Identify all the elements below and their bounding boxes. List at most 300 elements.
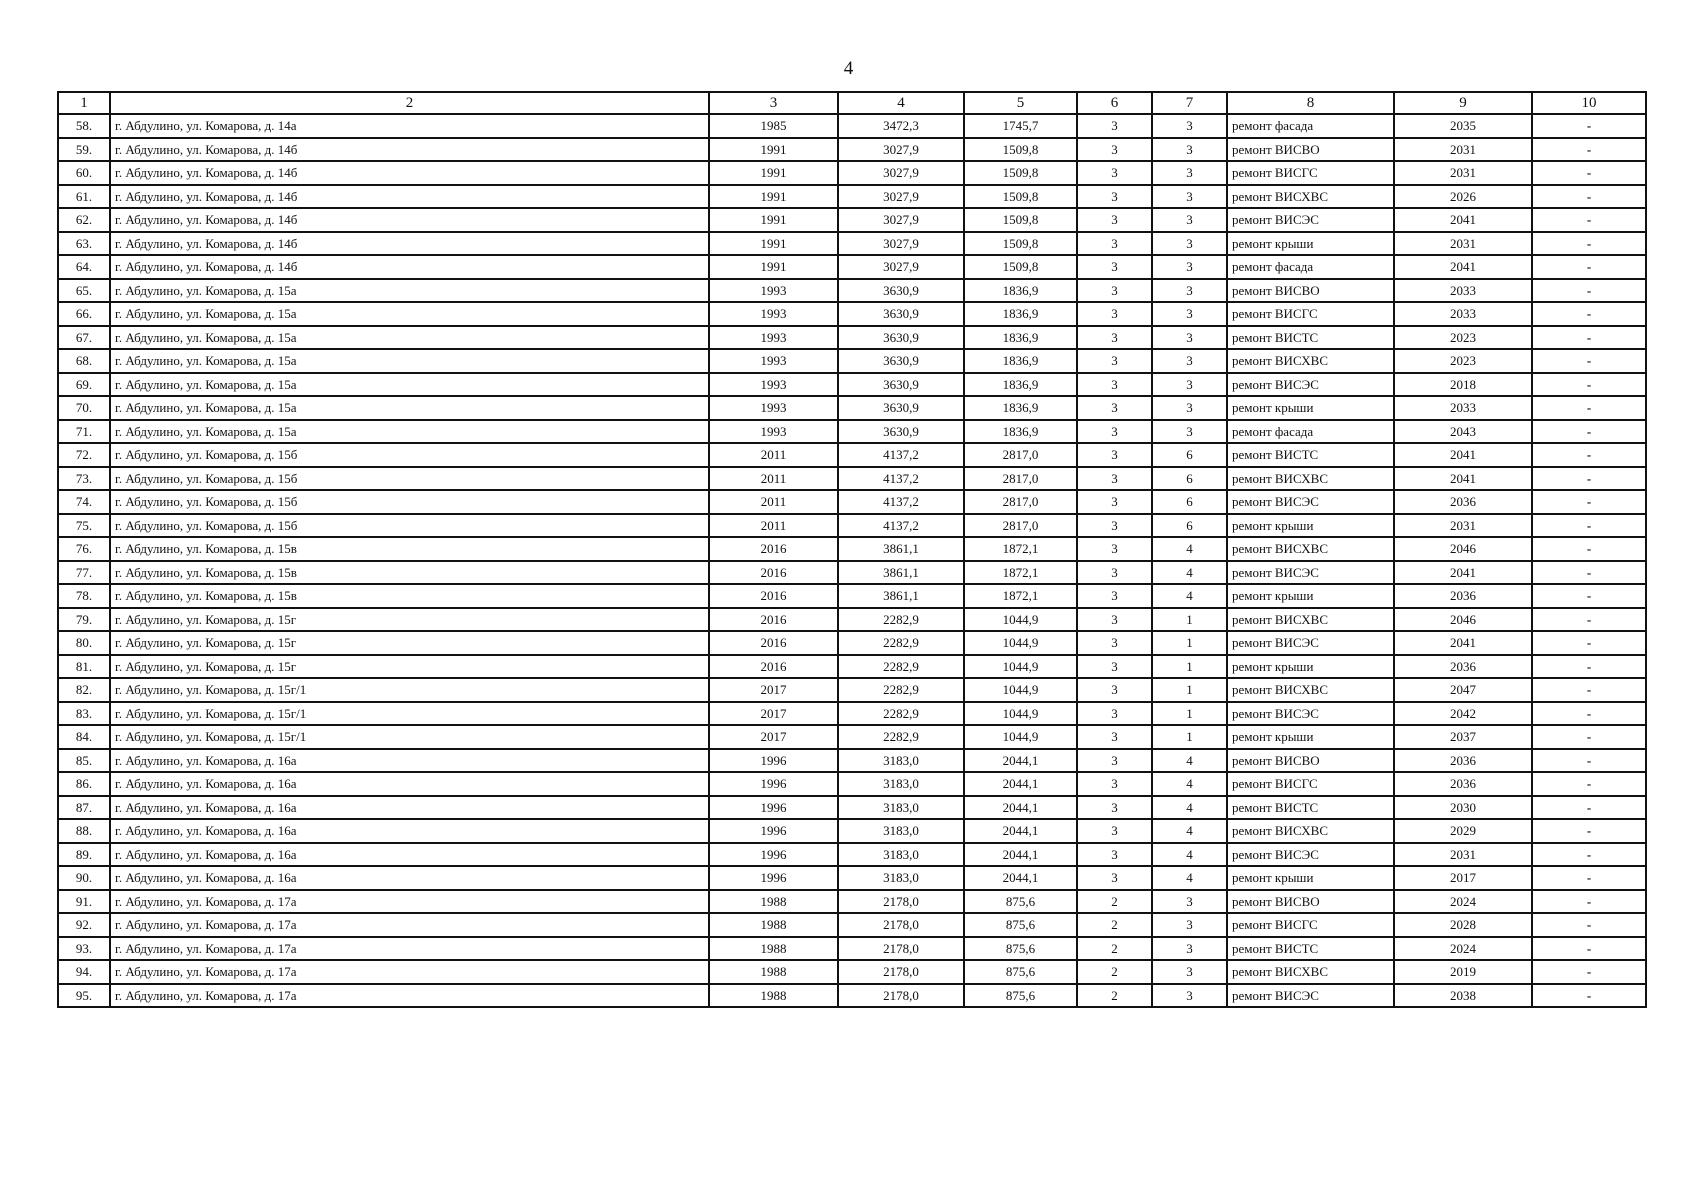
note-cell: - xyxy=(1532,960,1646,984)
planned-year-cell: 2024 xyxy=(1394,890,1532,914)
planned-year-cell: 2036 xyxy=(1394,749,1532,773)
table-row xyxy=(58,796,1646,820)
planned-year-cell: 2035 xyxy=(1394,114,1532,138)
work-type-cell: ремонт ВИСВО xyxy=(1227,749,1394,773)
entrances-cell: 1 xyxy=(1152,702,1227,726)
table-row xyxy=(58,937,1646,961)
planned-year-cell: 2031 xyxy=(1394,514,1532,538)
planned-year-cell: 2033 xyxy=(1394,302,1532,326)
year-cell: 1988 xyxy=(709,984,838,1008)
address-cell: г. Абдулино, ул. Комарова, д. 16а xyxy=(110,843,709,867)
table-row xyxy=(58,443,1646,467)
year-cell: 2011 xyxy=(709,467,838,491)
entrances-cell: 4 xyxy=(1152,749,1227,773)
total-area-cell: 3183,0 xyxy=(838,772,964,796)
work-type-cell: ремонт ВИСЭС xyxy=(1227,984,1394,1008)
row-number-cell: 89. xyxy=(58,843,110,867)
planned-year-cell: 2028 xyxy=(1394,913,1532,937)
living-area-cell: 2817,0 xyxy=(964,443,1077,467)
entrances-cell: 1 xyxy=(1152,655,1227,679)
living-area-cell: 2044,1 xyxy=(964,772,1077,796)
address-cell: г. Абдулино, ул. Комарова, д. 15г xyxy=(110,655,709,679)
planned-year-cell: 2031 xyxy=(1394,138,1532,162)
address-cell: г. Абдулино, ул. Комарова, д. 15а xyxy=(110,302,709,326)
address-cell: г. Абдулино, ул. Комарова, д. 15а xyxy=(110,420,709,444)
work-type-cell: ремонт ВИСЭС xyxy=(1227,702,1394,726)
note-cell: - xyxy=(1532,302,1646,326)
address-cell: г. Абдулино, ул. Комарова, д. 17а xyxy=(110,913,709,937)
work-type-cell: ремонт ВИСХВС xyxy=(1227,349,1394,373)
work-type-cell: ремонт ВИСЭС xyxy=(1227,373,1394,397)
year-cell: 1988 xyxy=(709,913,838,937)
total-area-cell: 3183,0 xyxy=(838,749,964,773)
entrances-cell: 3 xyxy=(1152,279,1227,303)
row-number-cell: 84. xyxy=(58,725,110,749)
year-cell: 1996 xyxy=(709,796,838,820)
living-area-cell: 2044,1 xyxy=(964,749,1077,773)
entrances-cell: 1 xyxy=(1152,631,1227,655)
note-cell: - xyxy=(1532,678,1646,702)
planned-year-cell: 2033 xyxy=(1394,279,1532,303)
address-cell: г. Абдулино, ул. Комарова, д. 14б xyxy=(110,138,709,162)
entrances-cell: 3 xyxy=(1152,913,1227,937)
address-cell: г. Абдулино, ул. Комарова, д. 15а xyxy=(110,349,709,373)
total-area-cell: 3630,9 xyxy=(838,349,964,373)
floors-cell: 3 xyxy=(1077,420,1152,444)
note-cell: - xyxy=(1532,255,1646,279)
entrances-cell: 3 xyxy=(1152,396,1227,420)
table-row xyxy=(58,255,1646,279)
year-cell: 1993 xyxy=(709,349,838,373)
living-area-cell: 1745,7 xyxy=(964,114,1077,138)
table-row xyxy=(58,913,1646,937)
table-row xyxy=(58,702,1646,726)
planned-year-cell: 2043 xyxy=(1394,420,1532,444)
total-area-cell: 3183,0 xyxy=(838,796,964,820)
living-area-cell: 1872,1 xyxy=(964,537,1077,561)
total-area-cell: 2178,0 xyxy=(838,890,964,914)
living-area-cell: 1836,9 xyxy=(964,302,1077,326)
living-area-cell: 2044,1 xyxy=(964,796,1077,820)
total-area-cell: 3183,0 xyxy=(838,866,964,890)
row-number-cell: 92. xyxy=(58,913,110,937)
row-number-cell: 69. xyxy=(58,373,110,397)
planned-year-cell: 2038 xyxy=(1394,984,1532,1008)
row-number-cell: 71. xyxy=(58,420,110,444)
entrances-cell: 6 xyxy=(1152,490,1227,514)
work-type-cell: ремонт ВИСЭС xyxy=(1227,208,1394,232)
table-row xyxy=(58,232,1646,256)
year-cell: 1993 xyxy=(709,326,838,350)
table-row xyxy=(58,185,1646,209)
work-type-cell: ремонт крыши xyxy=(1227,232,1394,256)
year-cell: 2017 xyxy=(709,725,838,749)
planned-year-cell: 2041 xyxy=(1394,443,1532,467)
note-cell: - xyxy=(1532,326,1646,350)
living-area-cell: 2817,0 xyxy=(964,514,1077,538)
address-cell: г. Абдулино, ул. Комарова, д. 15б xyxy=(110,467,709,491)
year-cell: 2011 xyxy=(709,490,838,514)
floors-cell: 3 xyxy=(1077,349,1152,373)
living-area-cell: 2817,0 xyxy=(964,490,1077,514)
living-area-cell: 1836,9 xyxy=(964,279,1077,303)
entrances-cell: 4 xyxy=(1152,772,1227,796)
living-area-cell: 1044,9 xyxy=(964,702,1077,726)
table-row xyxy=(58,396,1646,420)
entrances-cell: 6 xyxy=(1152,514,1227,538)
year-cell: 1996 xyxy=(709,749,838,773)
table-row xyxy=(58,514,1646,538)
floors-cell: 3 xyxy=(1077,584,1152,608)
column-header-3: 3 xyxy=(709,92,838,114)
entrances-cell: 3 xyxy=(1152,208,1227,232)
floors-cell: 3 xyxy=(1077,208,1152,232)
floors-cell: 3 xyxy=(1077,443,1152,467)
note-cell: - xyxy=(1532,890,1646,914)
entrances-cell: 3 xyxy=(1152,890,1227,914)
note-cell: - xyxy=(1532,373,1646,397)
work-type-cell: ремонт крыши xyxy=(1227,866,1394,890)
year-cell: 1991 xyxy=(709,232,838,256)
address-cell: г. Абдулино, ул. Комарова, д. 15г/1 xyxy=(110,702,709,726)
planned-year-cell: 2033 xyxy=(1394,396,1532,420)
housing-repair-table xyxy=(57,91,1647,1008)
entrances-cell: 3 xyxy=(1152,302,1227,326)
address-cell: г. Абдулино, ул. Комарова, д. 14б xyxy=(110,208,709,232)
living-area-cell: 1836,9 xyxy=(964,420,1077,444)
floors-cell: 3 xyxy=(1077,161,1152,185)
planned-year-cell: 2036 xyxy=(1394,490,1532,514)
entrances-cell: 3 xyxy=(1152,161,1227,185)
row-number-cell: 87. xyxy=(58,796,110,820)
year-cell: 1993 xyxy=(709,302,838,326)
header-row xyxy=(58,92,1646,114)
note-cell: - xyxy=(1532,490,1646,514)
table-row xyxy=(58,138,1646,162)
address-cell: г. Абдулино, ул. Комарова, д. 15б xyxy=(110,514,709,538)
floors-cell: 3 xyxy=(1077,514,1152,538)
floors-cell: 3 xyxy=(1077,185,1152,209)
year-cell: 1993 xyxy=(709,373,838,397)
floors-cell: 3 xyxy=(1077,255,1152,279)
table-row xyxy=(58,749,1646,773)
planned-year-cell: 2041 xyxy=(1394,467,1532,491)
table-row xyxy=(58,890,1646,914)
planned-year-cell: 2018 xyxy=(1394,373,1532,397)
total-area-cell: 3027,9 xyxy=(838,138,964,162)
floors-cell: 3 xyxy=(1077,138,1152,162)
table-row xyxy=(58,984,1646,1008)
row-number-cell: 83. xyxy=(58,702,110,726)
entrances-cell: 4 xyxy=(1152,866,1227,890)
note-cell: - xyxy=(1532,232,1646,256)
living-area-cell: 1836,9 xyxy=(964,396,1077,420)
total-area-cell: 2178,0 xyxy=(838,984,964,1008)
work-type-cell: ремонт ВИСГС xyxy=(1227,161,1394,185)
entrances-cell: 6 xyxy=(1152,443,1227,467)
planned-year-cell: 2041 xyxy=(1394,561,1532,585)
work-type-cell: ремонт ВИСВО xyxy=(1227,279,1394,303)
row-number-cell: 66. xyxy=(58,302,110,326)
planned-year-cell: 2031 xyxy=(1394,161,1532,185)
note-cell: - xyxy=(1532,161,1646,185)
work-type-cell: ремонт фасада xyxy=(1227,255,1394,279)
row-number-cell: 86. xyxy=(58,772,110,796)
entrances-cell: 3 xyxy=(1152,960,1227,984)
address-cell: г. Абдулино, ул. Комарова, д. 15а xyxy=(110,326,709,350)
floors-cell: 3 xyxy=(1077,561,1152,585)
year-cell: 1993 xyxy=(709,420,838,444)
planned-year-cell: 2036 xyxy=(1394,584,1532,608)
living-area-cell: 875,6 xyxy=(964,890,1077,914)
floors-cell: 3 xyxy=(1077,326,1152,350)
floors-cell: 3 xyxy=(1077,678,1152,702)
note-cell: - xyxy=(1532,420,1646,444)
entrances-cell: 4 xyxy=(1152,819,1227,843)
address-cell: г. Абдулино, ул. Комарова, д. 15г xyxy=(110,608,709,632)
note-cell: - xyxy=(1532,537,1646,561)
floors-cell: 3 xyxy=(1077,396,1152,420)
living-area-cell: 1509,8 xyxy=(964,255,1077,279)
living-area-cell: 1044,9 xyxy=(964,678,1077,702)
work-type-cell: ремонт крыши xyxy=(1227,655,1394,679)
floors-cell: 3 xyxy=(1077,302,1152,326)
column-header-8: 8 xyxy=(1227,92,1394,114)
year-cell: 1996 xyxy=(709,866,838,890)
floors-cell: 3 xyxy=(1077,467,1152,491)
table-row xyxy=(58,467,1646,491)
entrances-cell: 3 xyxy=(1152,326,1227,350)
entrances-cell: 4 xyxy=(1152,537,1227,561)
work-type-cell: ремонт ВИСТС xyxy=(1227,937,1394,961)
living-area-cell: 2817,0 xyxy=(964,467,1077,491)
entrances-cell: 3 xyxy=(1152,185,1227,209)
year-cell: 1996 xyxy=(709,819,838,843)
floors-cell: 3 xyxy=(1077,279,1152,303)
row-number-cell: 76. xyxy=(58,537,110,561)
work-type-cell: ремонт ВИСХВС xyxy=(1227,537,1394,561)
year-cell: 2016 xyxy=(709,561,838,585)
floors-cell: 3 xyxy=(1077,866,1152,890)
planned-year-cell: 2023 xyxy=(1394,349,1532,373)
table-row xyxy=(58,326,1646,350)
address-cell: г. Абдулино, ул. Комарова, д. 15в xyxy=(110,584,709,608)
table-row xyxy=(58,561,1646,585)
row-number-cell: 73. xyxy=(58,467,110,491)
entrances-cell: 4 xyxy=(1152,843,1227,867)
planned-year-cell: 2046 xyxy=(1394,537,1532,561)
total-area-cell: 3630,9 xyxy=(838,396,964,420)
column-header-2: 2 xyxy=(110,92,709,114)
work-type-cell: ремонт ВИСЭС xyxy=(1227,490,1394,514)
entrances-cell: 3 xyxy=(1152,255,1227,279)
entrances-cell: 3 xyxy=(1152,349,1227,373)
table-row xyxy=(58,772,1646,796)
living-area-cell: 1836,9 xyxy=(964,349,1077,373)
floors-cell: 3 xyxy=(1077,232,1152,256)
living-area-cell: 1509,8 xyxy=(964,138,1077,162)
year-cell: 2016 xyxy=(709,584,838,608)
address-cell: г. Абдулино, ул. Комарова, д. 15б xyxy=(110,443,709,467)
column-header-6: 6 xyxy=(1077,92,1152,114)
total-area-cell: 2282,9 xyxy=(838,725,964,749)
row-number-cell: 75. xyxy=(58,514,110,538)
row-number-cell: 61. xyxy=(58,185,110,209)
total-area-cell: 2178,0 xyxy=(838,913,964,937)
work-type-cell: ремонт ВИСТС xyxy=(1227,326,1394,350)
planned-year-cell: 2031 xyxy=(1394,232,1532,256)
living-area-cell: 1044,9 xyxy=(964,608,1077,632)
entrances-cell: 1 xyxy=(1152,678,1227,702)
work-type-cell: ремонт фасада xyxy=(1227,114,1394,138)
address-cell: г. Абдулино, ул. Комарова, д. 16а xyxy=(110,866,709,890)
table-row xyxy=(58,490,1646,514)
floors-cell: 3 xyxy=(1077,373,1152,397)
note-cell: - xyxy=(1532,584,1646,608)
planned-year-cell: 2047 xyxy=(1394,678,1532,702)
address-cell: г. Абдулино, ул. Комарова, д. 15в xyxy=(110,561,709,585)
total-area-cell: 2282,9 xyxy=(838,678,964,702)
living-area-cell: 1044,9 xyxy=(964,631,1077,655)
living-area-cell: 875,6 xyxy=(964,960,1077,984)
entrances-cell: 3 xyxy=(1152,373,1227,397)
table-row xyxy=(58,819,1646,843)
planned-year-cell: 2041 xyxy=(1394,631,1532,655)
work-type-cell: ремонт ВИСХВС xyxy=(1227,960,1394,984)
total-area-cell: 3861,1 xyxy=(838,584,964,608)
row-number-cell: 65. xyxy=(58,279,110,303)
entrances-cell: 3 xyxy=(1152,420,1227,444)
row-number-cell: 90. xyxy=(58,866,110,890)
address-cell: г. Абдулино, ул. Комарова, д. 15а xyxy=(110,279,709,303)
work-type-cell: ремонт крыши xyxy=(1227,584,1394,608)
note-cell: - xyxy=(1532,866,1646,890)
table-row xyxy=(58,302,1646,326)
year-cell: 1996 xyxy=(709,772,838,796)
table-row xyxy=(58,537,1646,561)
note-cell: - xyxy=(1532,349,1646,373)
table-row xyxy=(58,725,1646,749)
note-cell: - xyxy=(1532,138,1646,162)
table-row xyxy=(58,843,1646,867)
work-type-cell: ремонт ВИСГС xyxy=(1227,772,1394,796)
year-cell: 2016 xyxy=(709,631,838,655)
work-type-cell: ремонт ВИСЭС xyxy=(1227,843,1394,867)
work-type-cell: ремонт ВИСХВС xyxy=(1227,678,1394,702)
entrances-cell: 3 xyxy=(1152,984,1227,1008)
note-cell: - xyxy=(1532,796,1646,820)
living-area-cell: 1509,8 xyxy=(964,232,1077,256)
address-cell: г. Абдулино, ул. Комарова, д. 14б xyxy=(110,161,709,185)
planned-year-cell: 2026 xyxy=(1394,185,1532,209)
work-type-cell: ремонт ВИСХВС xyxy=(1227,185,1394,209)
planned-year-cell: 2019 xyxy=(1394,960,1532,984)
note-cell: - xyxy=(1532,467,1646,491)
row-number-cell: 85. xyxy=(58,749,110,773)
floors-cell: 3 xyxy=(1077,819,1152,843)
entrances-cell: 1 xyxy=(1152,608,1227,632)
address-cell: г. Абдулино, ул. Комарова, д. 15г/1 xyxy=(110,725,709,749)
column-header-10: 10 xyxy=(1532,92,1646,114)
row-number-cell: 62. xyxy=(58,208,110,232)
table-row xyxy=(58,208,1646,232)
note-cell: - xyxy=(1532,772,1646,796)
address-cell: г. Абдулино, ул. Комарова, д. 17а xyxy=(110,984,709,1008)
year-cell: 2016 xyxy=(709,655,838,679)
address-cell: г. Абдулино, ул. Комарова, д. 16а xyxy=(110,819,709,843)
floors-cell: 2 xyxy=(1077,937,1152,961)
row-number-cell: 88. xyxy=(58,819,110,843)
living-area-cell: 1872,1 xyxy=(964,584,1077,608)
note-cell: - xyxy=(1532,443,1646,467)
total-area-cell: 2282,9 xyxy=(838,702,964,726)
address-cell: г. Абдулино, ул. Комарова, д. 15в xyxy=(110,537,709,561)
address-cell: г. Абдулино, ул. Комарова, д. 14б xyxy=(110,255,709,279)
work-type-cell: ремонт ВИСХВС xyxy=(1227,608,1394,632)
year-cell: 1993 xyxy=(709,279,838,303)
table-row xyxy=(58,420,1646,444)
note-cell: - xyxy=(1532,843,1646,867)
entrances-cell: 3 xyxy=(1152,114,1227,138)
year-cell: 1993 xyxy=(709,396,838,420)
note-cell: - xyxy=(1532,913,1646,937)
total-area-cell: 2178,0 xyxy=(838,960,964,984)
total-area-cell: 3183,0 xyxy=(838,843,964,867)
row-number-cell: 95. xyxy=(58,984,110,1008)
work-type-cell: ремонт крыши xyxy=(1227,725,1394,749)
note-cell: - xyxy=(1532,561,1646,585)
table-row xyxy=(58,349,1646,373)
work-type-cell: ремонт ВИСВО xyxy=(1227,890,1394,914)
living-area-cell: 875,6 xyxy=(964,984,1077,1008)
living-area-cell: 2044,1 xyxy=(964,866,1077,890)
year-cell: 1996 xyxy=(709,843,838,867)
work-type-cell: ремонт ВИСЭС xyxy=(1227,561,1394,585)
total-area-cell: 3027,9 xyxy=(838,208,964,232)
living-area-cell: 875,6 xyxy=(964,913,1077,937)
floors-cell: 3 xyxy=(1077,796,1152,820)
column-header-9: 9 xyxy=(1394,92,1532,114)
row-number-cell: 67. xyxy=(58,326,110,350)
note-cell: - xyxy=(1532,279,1646,303)
entrances-cell: 4 xyxy=(1152,561,1227,585)
row-number-cell: 68. xyxy=(58,349,110,373)
living-area-cell: 1509,8 xyxy=(964,185,1077,209)
total-area-cell: 4137,2 xyxy=(838,490,964,514)
column-header-7: 7 xyxy=(1152,92,1227,114)
note-cell: - xyxy=(1532,396,1646,420)
year-cell: 1991 xyxy=(709,208,838,232)
total-area-cell: 2282,9 xyxy=(838,608,964,632)
row-number-cell: 60. xyxy=(58,161,110,185)
table-row xyxy=(58,678,1646,702)
entrances-cell: 1 xyxy=(1152,725,1227,749)
work-type-cell: ремонт ВИСХВС xyxy=(1227,467,1394,491)
planned-year-cell: 2036 xyxy=(1394,772,1532,796)
table-row xyxy=(58,114,1646,138)
living-area-cell: 2044,1 xyxy=(964,819,1077,843)
note-cell: - xyxy=(1532,514,1646,538)
total-area-cell: 3861,1 xyxy=(838,561,964,585)
total-area-cell: 2282,9 xyxy=(838,631,964,655)
address-cell: г. Абдулино, ул. Комарова, д. 16а xyxy=(110,796,709,820)
note-cell: - xyxy=(1532,937,1646,961)
planned-year-cell: 2042 xyxy=(1394,702,1532,726)
floors-cell: 3 xyxy=(1077,114,1152,138)
floors-cell: 3 xyxy=(1077,749,1152,773)
table-row xyxy=(58,655,1646,679)
planned-year-cell: 2030 xyxy=(1394,796,1532,820)
